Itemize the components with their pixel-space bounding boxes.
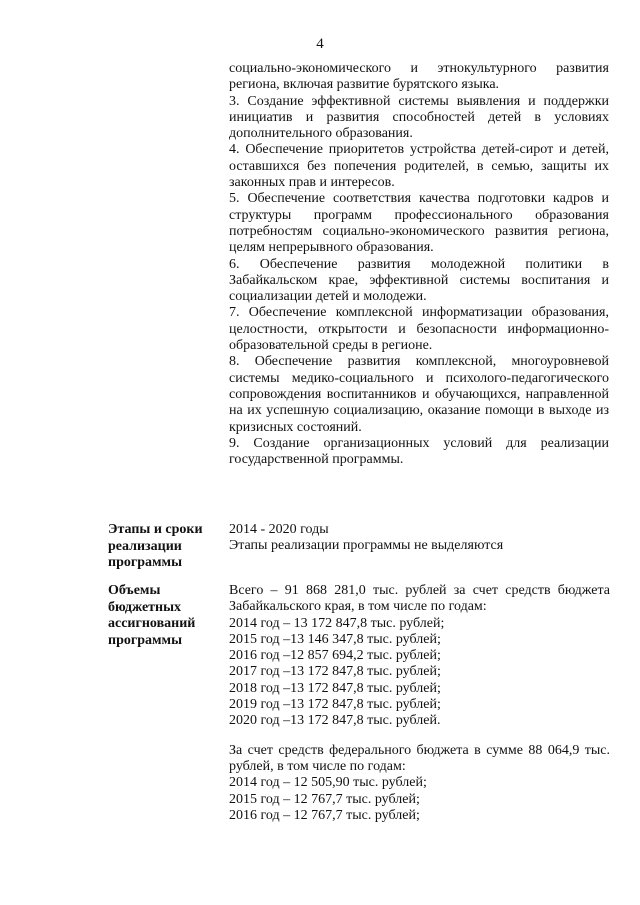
budget-section [108,583,610,824]
budget-regional-year: 2020 год –13 172 847,8 тыс. рублей. [229,713,441,729]
stages-label: Этапы и сроки реализации программы [108,522,203,571]
budget-label: Объемы бюджетных ассигнований программы [108,583,196,648]
budget-federal-year: 2015 год – 12 767,7 тыс. рублей; [229,791,420,807]
budget-federal-year: 2014 год – 12 505,90 тыс. рублей; [229,775,427,791]
stages-years: 2014 - 2020 годы [229,522,329,537]
budget-federal-year: 2016 год – 12 767,7 тыс. рублей; [229,807,420,823]
budget-regional-year: 2019 год –13 172 847,8 тыс. рублей; [229,697,441,713]
goal-item-4: 4. Обеспечение приоритетов устройства детей-сирот и детей, оставшихся без попечения родителей, в семью, защиты их законных прав и интересов. [229,142,609,191]
budget-regional-year: 2016 год –12 857 694,2 тыс. рублей; [229,648,441,664]
stages-content [229,522,610,572]
budget-regional-year: 2018 год –13 172 847,8 тыс. рублей; [229,680,441,696]
goal-item-9: 9. Создание организационных условий для реализации государственной программы. [229,435,609,468]
goal-item-5: 5. Обеспечение соответствия качества подготовки кадров и структуры программ профессионального образования потребностям социально-экономического развития региона, целям непрерывного образования. [229,191,609,256]
goal-item-8: 8. Обеспечение развития комплексной, многоуровневой системы медико-социального и психолого-педагогического сопровождения воспитанников и обучающихся, направленной на их успешную социализацию, оказание помощи в выходе из кризисных состояний. [229,354,609,435]
budget-federal-intro: За счет средств федерального бюджета в сумме 88 064,9 тыс. рублей, в том числе по годам: [229,742,610,774]
budget-content [229,583,610,824]
goal-intro-continuation: социально-экономического и этнокультурного развития региона, включая развитие бурятского языка. [229,61,609,93]
budget-regional-year: 2015 год –13 146 347,8 тыс. рублей; [229,631,441,647]
goals-list [229,61,609,468]
stages-note: Этапы реализации программы не выделяются [229,538,504,554]
page-number: 4 [316,36,324,52]
budget-regional-year: 2014 год – 13 172 847,8 тыс. рублей; [229,615,445,631]
budget-regional-year: 2017 год –13 172 847,8 тыс. рублей; [229,664,441,680]
goal-item-3: 3. Создание эффективной системы выявления и поддержки инициатив и развития способностей детей в условиях дополнительного образования. [229,93,609,142]
goal-item-7: 7. Обеспечение комплексной информатизации образования, целостности, открытости и безопасности информационно-образовательной среды в регионе. [229,305,609,354]
goal-item-6: 6. Обеспечение развития молодежной политики в Забайкальском крае, эффективной системы воспитания и социализации детей и молодежи. [229,256,609,305]
budget-total: Всего – 91 868 281,0 тыс. рублей за счет средств бюджета Забайкальского края, в том числе по годам: [229,583,610,615]
stages-section [108,522,610,572]
